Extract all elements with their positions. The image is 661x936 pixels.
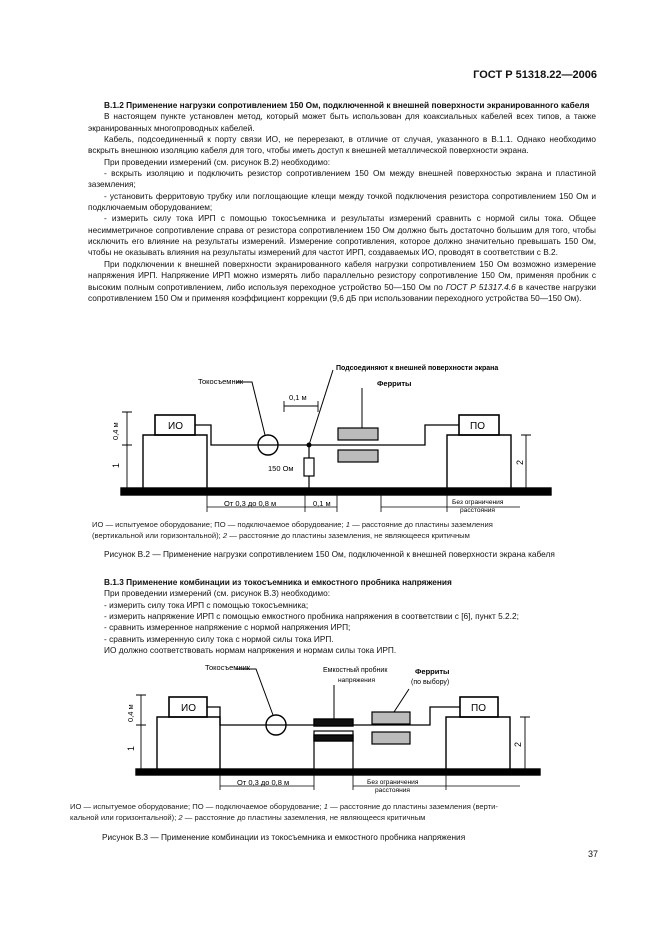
dim-1 xyxy=(122,445,132,488)
po-table xyxy=(447,435,511,488)
label-io: ИО xyxy=(168,421,183,432)
dim-04m xyxy=(136,695,146,725)
label-01m-top: 0,1 м xyxy=(289,393,307,402)
figure-b2-legend xyxy=(92,519,600,541)
list-item: - измерить силу тока ИРП с помощью токосъемника; xyxy=(104,599,309,610)
label-po: ПО xyxy=(471,703,486,714)
legend-number: 1 xyxy=(323,802,328,811)
label-ferrites: Ферриты xyxy=(377,379,412,388)
label-04m: 0,4 м xyxy=(126,704,135,722)
legend-line xyxy=(92,519,600,530)
paragraph xyxy=(88,259,596,304)
io-table xyxy=(143,435,207,488)
label-no-limit-2: расстояния xyxy=(460,507,496,514)
label-cap-probe-1: Емкостный пробник xyxy=(323,667,388,674)
label-150-ohm: 150 Ом xyxy=(268,464,294,473)
legend-text: (вертикальной или горизонтальной); xyxy=(92,531,223,540)
document-code: ГОСТ Р 51318.22—2006 xyxy=(473,69,597,81)
legend-text: ИО — испытуемое оборудование; ПО — подключаемое оборудование; xyxy=(70,802,324,811)
legend-text: — расстояние до пластины заземления, не являющееся критичным xyxy=(227,531,470,540)
page-number: 37 xyxy=(587,849,598,859)
ground-plane xyxy=(136,769,540,775)
list-item: - измерить силу тока ИРП с помощью токосъемника и результаты измерений сравнить с нормой силы тока. Общее несимметричное сопротивление справа от резистора сопротивлением 150 Ом должно быть достаточно большим для того, чтобы исключить его влияние на результаты измерений. Измерение сопротивления, которое должно значительно превышать 150 Ом, чтобы не оказывать влияния на результаты измерений для частот ИРП, создаваемых ИО, проводят в соответствии с В.2. xyxy=(88,213,596,258)
label-dim-2: 2 xyxy=(513,741,523,747)
ferrite-leader xyxy=(394,689,409,712)
label-no-limit-1: Без ограничения xyxy=(452,499,504,506)
legend-line xyxy=(70,801,600,812)
paragraph: Кабель, подсоединенный к порту связи ИО, не перерезают, в отличие от случая, указанного в В.1.1. Однако необходимо вскрыть внешнюю изоляцию кабеля для того, чтобы иметь доступ к внешней металлической поверхности экрана. xyxy=(88,134,596,156)
legend-text: ИО — испытуемое оборудование; ПО — подключаемое оборудование; xyxy=(92,520,346,529)
ferrite-top xyxy=(372,712,410,724)
label-04m: 0,4 м xyxy=(111,422,120,440)
po-table xyxy=(446,717,510,769)
list-item: - сравнить измеренное напряжение с нормой напряжения ИРП; xyxy=(104,622,351,633)
legend-text: кальной или горизонтальной); xyxy=(70,813,179,822)
section-b13-title: В.1.3 Применение комбинации из токосъемника и емкостного пробника напряжения xyxy=(104,577,452,587)
label-no-limit-1: Без ограничения xyxy=(367,779,419,786)
dim-04m xyxy=(122,412,132,445)
legend-number: 2 xyxy=(222,531,228,540)
list-item: - измерить напряжение ИРП с помощью емкостного пробника напряжения в соответствии с [6], пункт 5.2.2; xyxy=(104,611,519,622)
label-po: ПО xyxy=(470,421,485,432)
figure-b2-diagram xyxy=(0,360,661,520)
resistor-150-ohm xyxy=(304,458,314,476)
figure-b3-caption: Рисунок В.3 — Применение комбинации из токосъемника и емкостного пробника напряжения xyxy=(102,832,466,842)
text-fragment: При подключении к внешней поверхности экранированного кабеля нагрузки сопротивлением 150 Ом возможно измерение напряжения ИРП. Напряжение ИРП можно измерять либо параллельно резистору сопротивление 150 Ом, применяя пробник с высоким полным сопротивлением, либо используя переходное устройство 50—150 Ом по xyxy=(88,258,596,292)
text-fragment: в качестве нагрузки сопротивлением 150 Ом и применяя коэффициент коррекции (9,6 дБ при использовании переходного устройства 50—150 Ом). xyxy=(88,281,597,303)
paragraph: В настоящем пункте установлен метод, который может быть использован для коаксиальных кабелей всех типов, а также экранированных многопроводных кабелей. xyxy=(88,111,596,133)
label-current-probe: Токосъемник xyxy=(205,663,251,672)
standard-reference: ГОСТ Р 51317.4.6 xyxy=(445,281,516,292)
label-ferrites: Ферриты xyxy=(415,667,450,676)
ferrite-bottom xyxy=(372,732,410,744)
legend-text: — расстояние до пластины заземления xyxy=(350,520,493,529)
label-current-probe: Токосъемник xyxy=(198,377,244,386)
legend-line xyxy=(92,530,600,541)
current-probe-leader xyxy=(236,382,265,435)
dim-1 xyxy=(136,725,146,769)
label-no-limit-2: расстояния xyxy=(375,787,411,794)
label-dim-2: 2 xyxy=(515,459,525,465)
list-item: - вскрыть изоляцию и подключить резистор сопротивлением 150 Ом между внешней поверхностью экрана и пластиной заземления; xyxy=(88,168,596,190)
paragraph: При проведении измерений (см. рисунок В.2) необходимо: xyxy=(104,156,331,167)
legend-number: 2 xyxy=(178,813,183,822)
connect-leader xyxy=(309,370,333,445)
ferrite-bottom xyxy=(338,450,378,462)
label-io: ИО xyxy=(181,703,196,714)
list-item: - сравнить измеренную силу тока с нормой силы тока ИРП. xyxy=(104,633,334,644)
capacitive-probe-stripe xyxy=(314,735,353,741)
cable xyxy=(195,425,459,445)
label-cap-probe-2: напряжения xyxy=(338,677,376,684)
dim-01m-top xyxy=(284,401,318,412)
legend-number: 1 xyxy=(345,520,350,529)
label-dim-1: 1 xyxy=(126,745,136,751)
section-b12-title: В.1.2 Применение нагрузки сопротивлением 150 Ом, подключенной к внешней поверхности экранированного кабеля xyxy=(104,100,590,110)
list-item: - установить ферритовую трубку или поглощающие клещи между точкой подключения резистора сопротивлением 150 Ом и подключаемым оборудованием; xyxy=(88,190,596,213)
legend-text: — расстояние до пластины заземления, не являющееся критичным xyxy=(182,813,426,822)
ferrite-top xyxy=(338,428,378,440)
label-dim-1: 1 xyxy=(111,462,121,468)
paragraph: ИО должно соответствовать нормам напряжения и нормам силы тока ИРП. xyxy=(104,645,397,656)
label-connect-shield: Подсоединяют к внешней поверхности экрана xyxy=(336,365,499,372)
label-ferrites-optional: (по выбору) xyxy=(411,679,450,686)
label-distance: От 0,3 до 0,8 м xyxy=(224,499,277,508)
ground-plane xyxy=(121,488,551,495)
current-probe-leader xyxy=(236,669,273,715)
capacitive-probe-top xyxy=(314,719,353,726)
legend-line xyxy=(70,812,600,823)
legend-text: — расстояние до пластины заземления (верти- xyxy=(328,802,498,811)
io-table xyxy=(157,717,220,769)
section-b13 xyxy=(88,577,596,656)
figure-b2-caption: Рисунок В.2 — Применение нагрузки сопротивлением 150 Ом, подключенной к внешней поверхности экрана кабеля xyxy=(104,549,555,559)
figure-b3-legend xyxy=(70,801,600,823)
label-distance: От 0,3 до 0,8 м xyxy=(237,778,290,787)
section-b12 xyxy=(88,100,596,304)
label-01m-bottom: 0,1 м xyxy=(313,499,331,508)
paragraph: При проведении измерений (см. рисунок В.3) необходимо: xyxy=(104,588,331,599)
figure-b3-diagram xyxy=(0,655,661,795)
